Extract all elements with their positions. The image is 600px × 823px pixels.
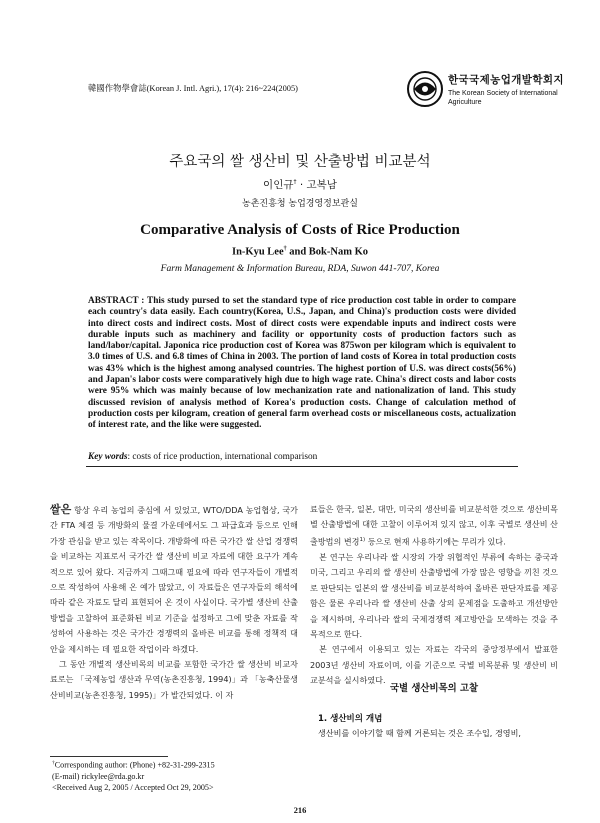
paragraph: 본 연구는 우리나라 쌀 시장의 가장 위협적인 부류에 속하는 중국과 미국, 그리고 우리의 쌀 생산비 산출방법에 가장 많은 영향을 끼친 것으로 판단되는 일본의 쌀 생산비를 비교분석하여 올바른 판단자료를 제공함은 물론 우리나라 쌀 생산비 산출 상의 문제점을 도출하고 개선방안을 제시하며, 우리나라 쌀의 국제경쟁력 제고방안을 모색하는 것을 주 목적으로 한다. [310,551,558,639]
paragraph: 료들은 한국, 일본, 대만, 미국의 생산비를 비교분석한 것으로 생산비목별 산출방법에 대한 고찰이 이루어져 있지 않고, 이후 국별로 생산비 산출방법의 변경$^{1)}$ 등으로 현재 사용하기에는 무리가 있다. [310,504,558,547]
abstract-label: ABSTRACT : [88,296,148,306]
journal-citation: 韓國作物學會誌(Korean J. Intl. Agri.), 17(4): 216~224(2005) [88,84,298,93]
paragraph: 쌀은 항상 우리 농업의 중심에 서 있었고, WTO/DDA 농업협상, 국가간 FTA 체결 등 개방화의 물결 가운데에서도 그 파급효과 등으로 인해 가장 관심을 받고 있는 작목이다. 개방화에 따른 국가간 쌀 산업 경쟁력을 비교하는 지표로서 국가간 쌀 생산비 비교 자료에 대한 요구가 계속적으로 있어 왔다. 지금까지 그때그때 필요에 따라 연구자들이 개별적으로 작성하여 사용해 온 예가 많았고, 이 자료들은 연구자들의 해석에 따라 같은 자료도 달리 표현되어 온 것이 사실이다. 국가별 생산비 산출방법을 고찰하여 표준화된 비교 기준을 설정하고 그에 맞춘 자료를 작성하여 사용하는 것은 국가간 경쟁력의 올바른 비교를 통해 정책적 대안을 제시하는 데 필요한 작업이라 하겠다. [50,503,298,654]
keywords-label: Key words [88,452,128,462]
paper-title-en: Comparative Analysis of Costs of Rice Production [140,222,460,238]
section-heading: 국별 생산비목의 고찰 [389,683,479,694]
affiliation-en: Farm Management & Information Bureau, RDA, Suwon 441-707, Korea [160,263,440,274]
abstract-divider [86,466,518,467]
affiliation-ko: 농촌진흥청 농업경영정보관실 [242,199,358,209]
society-logo [406,70,586,112]
dropcap: 쌀은 [50,503,72,516]
society-emblem-icon [406,70,444,108]
body-column-right [310,502,558,689]
abstract [88,296,516,432]
footnote-corresponding: †Corresponding author: (Phone) +82-31-299-2315 [52,760,215,770]
society-name-en: The Korean Society of International Agriculture [448,90,558,106]
society-name-ko: 한국국제농업개발학회지 [448,74,564,86]
paper-title-ko: 주요국의 쌀 생산비 및 산출방법 비교분석 [169,154,431,170]
abstract-text: This study pursed to set the standard type of rice production cost table in order to compare each country's data easily. Each country(Korea, U.S., Japan, and China)'s production costs were divided into direct costs and indirect costs. Most of direct costs were expendable inputs and indirect costs were durable inputs such as machinery and facility or opportunity costs of production factors such as land/labor/capital. Japonica rice production cost of Korea was 875won per kilogram which is equivalent to 3.0 times of U.S. and 6.8 times of China in 2003. The portion of land costs of Korea in total production costs was 43% which is the highest among analysed countries. The highest portion of U.S. was direct costs(56%) and Japan's labor costs were comparatively high due to high wage rate. China's direct costs and labor costs were 95% which was mainly because of low mechanization rate and nationalization of land. This study discussed revision of analysis method of Korea's production costs. Change of calculation method of production costs per kilogram, creation of general farm overhead costs or miscellaneous costs, actualization of interest rate, and the like were suggested. [88,296,516,431]
footnote-divider [50,756,168,757]
footnote-dates: <Received Aug 2, 2005 / Accepted Oct 29, 2005> [52,782,214,792]
authors-en: In-Kyu Lee† and Bok-Nam Ko [231,246,369,258]
paragraph: 본 연구에서 이용되고 있는 자료는 각국의 중앙정부에서 발표한 2003년 생산비 자료이며, 이를 기준으로 국별 비목분류 및 생산비 비교분석을 실시하였다. [310,644,558,686]
keywords-text: : costs of rice production, international comparison [127,452,318,462]
footnotes [52,758,215,793]
footnote-email: (E-mail) rickylee@rda.go.kr [52,771,145,781]
authors-ko: 이인규† · 고복남 [263,178,337,191]
paragraph: 그 동안 개별적 생산비목의 비교를 포함한 국가간 쌀 생산비 비교자료로는 「국제농업 생산과 무역(농촌진흥청, 1994)」과 「농축산물생산비비교(농촌진흥청, 1995)」가 발간되었다. 이 자 [50,659,298,700]
keywords [88,452,516,462]
page-number: 216 [293,806,307,815]
subsection-text: 생산비를 이야기할 때 함께 거론되는 것은 조수입, 경영비, [318,728,521,738]
subsection-heading: 1. 생산비의 개념 [318,714,383,724]
body-column-left [50,502,298,703]
